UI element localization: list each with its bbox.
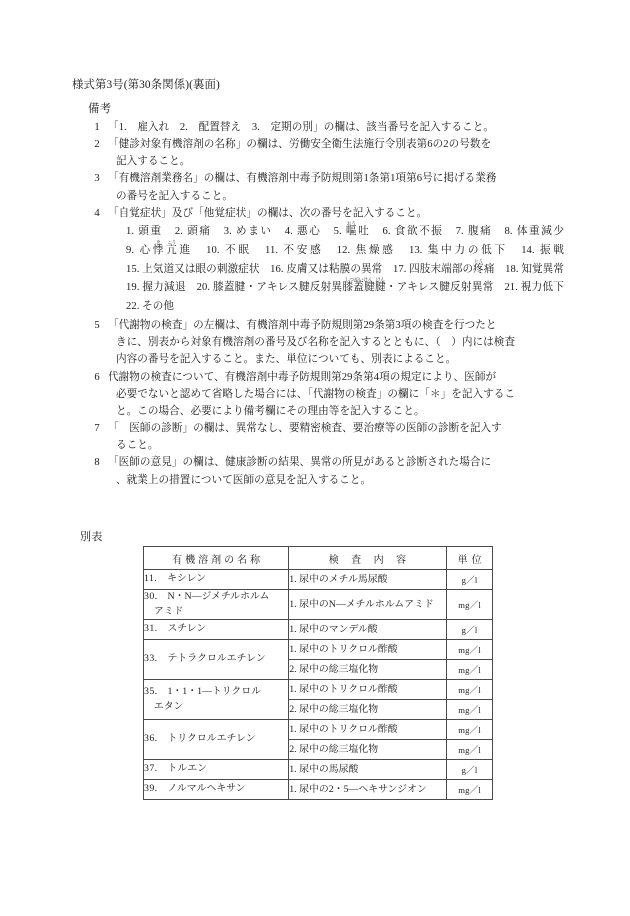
symptom-number: 10. — [206, 244, 220, 256]
unit-cell: mg／l — [447, 700, 493, 720]
symptom-label: 腹痛 — [467, 225, 493, 237]
symptom-item — [505, 264, 564, 275]
symptom-number: 3. — [223, 225, 232, 237]
solvent-name-cell — [144, 620, 289, 640]
symptom-label: 頭重 — [138, 225, 163, 237]
symptom-item — [337, 245, 396, 256]
table-row — [144, 680, 493, 700]
symptom-item — [504, 282, 564, 293]
remark-item — [86, 119, 564, 136]
test-number: 1. — [289, 624, 297, 636]
table-row — [144, 570, 493, 590]
symptom-item — [126, 301, 174, 312]
remark-number: 3 — [94, 173, 100, 185]
symptom-number: 15. — [126, 263, 140, 275]
solvent-name-cell — [144, 590, 289, 620]
test-label: 尿中の総三塩化物 — [299, 704, 379, 716]
remark-item — [86, 136, 564, 170]
test-number: 2. — [289, 744, 297, 756]
symptom-number: 14. — [521, 244, 535, 256]
column-header-solvent-name: 有機溶剤の名称 — [144, 547, 289, 570]
remark-item — [86, 205, 564, 317]
symptom-number: 6. — [382, 225, 391, 237]
symptom-label: 疼とう痛 — [473, 259, 495, 275]
solvent-name-cell — [144, 570, 289, 590]
test-label: 尿中のN―メチルホルムアミド — [299, 598, 434, 610]
solvent-index: 11. — [144, 573, 158, 585]
symptom-label: 嘔おう吐 — [345, 221, 371, 237]
test-number: 1. — [289, 684, 297, 696]
remark-item — [86, 369, 564, 420]
solvent-name-cell — [144, 680, 289, 720]
remark-item — [86, 420, 564, 454]
symptom-item — [333, 221, 371, 237]
symptom-item — [224, 226, 273, 237]
test-content-cell — [289, 640, 447, 660]
symptom-item — [126, 226, 163, 237]
symptom-number: 4. — [284, 225, 293, 237]
test-label: 尿中のトリクロル酢酸 — [299, 724, 398, 736]
test-content-cell — [289, 760, 447, 780]
remark-line: 「有機溶剤業務名」の欄は、有機溶剤中毒予防規則第1条第1項第6号に掲げる業務 — [108, 173, 497, 185]
remark-item — [86, 317, 564, 368]
test-label: 尿中の総三塩化物 — [299, 744, 379, 756]
solvent-name-line: 1・1・1―トリクロル — [167, 686, 262, 698]
remark-text — [108, 420, 564, 454]
test-label: 尿中のメチル馬尿酸 — [299, 573, 388, 585]
remark-line: 代謝物の検査について、有機溶剤中毒予防規則第29条第4項の規定により、医師が — [108, 371, 497, 383]
symptom-list — [108, 222, 564, 317]
symptom-label: 皮膚又は粘膜の異常 — [286, 263, 383, 275]
symptom-item: 17. 四肢末端部の疼とう痛 — [393, 259, 495, 275]
solvent-index: 37. — [144, 763, 158, 775]
symptom-label: 集中力の低下 — [427, 244, 508, 256]
remark-line: と。この場合、必要により備考欄にその理由等を記入すること。 — [115, 405, 425, 417]
solvent-name-line: トルエン — [167, 763, 207, 775]
solvent-name-line: スチレン — [167, 623, 207, 635]
symptom-item — [409, 245, 508, 256]
symptom-label: 膝蓋腱しつがいけん腱けん — [342, 278, 386, 294]
solvent-name-line: トリクロルエチレン — [167, 733, 256, 745]
solvent-index: 31. — [144, 623, 158, 635]
symptom-number: 18. — [505, 263, 519, 275]
remark-line: 「 医師の診断」の欄は、異常なし、要精密検査、要治療等の医師の診断を記入す — [108, 423, 502, 435]
symptom-number: 22. — [126, 301, 140, 313]
solvent-index: 33. — [144, 653, 158, 665]
symptom-label: 知覚異常 — [521, 263, 564, 275]
test-number: 1. — [289, 573, 297, 585]
remark-line: 、就業上の措置について医師の意見を記入すること。 — [115, 474, 372, 486]
table-row — [144, 590, 493, 620]
remark-number: 7 — [94, 423, 100, 435]
symptom-number: 19. — [126, 282, 140, 294]
remarks-list — [86, 119, 564, 489]
remark-line: の番号を記入すること。 — [115, 190, 234, 202]
solvent-name-line: ノルマルヘキサン — [167, 783, 246, 795]
solvent-name-line: アミド — [144, 605, 184, 617]
symptom-item — [505, 226, 564, 237]
unit-cell: mg／l — [447, 680, 493, 700]
symptom-item — [521, 245, 564, 256]
symptom-number: 11. — [265, 244, 279, 256]
symptom-label: 不安感 — [283, 244, 324, 256]
solvent-name-line: キシレン — [167, 573, 206, 585]
column-header-unit: 単位 — [447, 547, 493, 570]
remarks-section-label: 備考 — [88, 103, 112, 115]
symptom-label: 心悸き亢こう進 — [139, 240, 193, 256]
remark-text — [108, 454, 564, 488]
symptom-item — [456, 226, 493, 237]
remark-text — [108, 317, 564, 368]
solvent-name-line: テトラクロルエチレン — [167, 653, 266, 665]
test-number: 1. — [289, 644, 297, 656]
symptom-item — [175, 226, 212, 237]
test-label: 尿中のトリクロル酢酸 — [299, 644, 398, 656]
symptom-label: 悪心 — [297, 225, 322, 237]
solvent-name-line: N・N―ジメチルホルム — [167, 591, 270, 602]
symptom-item: 20. 膝蓋腱・アキレス腱反射異膝蓋腱しつがいけん腱けん・アキレス腱反射異常 — [196, 278, 494, 294]
remark-line: 必要でないと認めて省略した場合には、「代謝物の検査」の欄に「＊」を記入するこ — [115, 388, 516, 400]
symptom-label: 不眠 — [224, 244, 252, 256]
appendix-label: 別表 — [80, 531, 103, 543]
unit-cell: g／l — [447, 570, 493, 590]
test-label: 尿中のトリクロル酢酸 — [299, 684, 398, 696]
symptom-label: 上気道又は眼の刺激症状 — [142, 263, 260, 275]
test-number: 1. — [289, 724, 297, 736]
remark-text — [108, 170, 564, 204]
unit-cell: mg／l — [447, 720, 493, 740]
symptom-number: 2. — [174, 225, 183, 237]
solvent-name-cell — [144, 760, 289, 780]
symptom-number: 17. — [393, 263, 407, 275]
remark-number: 8 — [94, 457, 100, 469]
test-content-cell — [289, 740, 447, 760]
symptom-number: 9. — [126, 244, 135, 256]
unit-cell: mg／l — [447, 660, 493, 680]
test-number: 1. — [289, 784, 297, 796]
solvent-index: 39. — [144, 783, 158, 795]
test-content-cell — [289, 620, 447, 640]
remark-line: 「医師の意見」の欄は、健康診断の結果、異常の所見があると診断された場合に — [108, 457, 492, 469]
unit-cell: mg／l — [447, 740, 493, 760]
symptom-label: 食欲不振 — [394, 225, 444, 237]
solvent-name-cell — [144, 780, 289, 800]
test-label: 尿中の2・5―ヘキサンジオン — [299, 784, 427, 796]
test-label: 尿中の総三塩化物 — [299, 664, 379, 676]
symptom-number: 8. — [504, 225, 513, 237]
remark-number: 1 — [94, 122, 100, 133]
test-content-cell — [289, 660, 447, 680]
symptom-label: 握力減退 — [142, 282, 186, 294]
remark-line: 「自覚症状」及び「他覚症状」の欄は、次の番号を記入すること。 — [108, 207, 428, 219]
symptom-item — [285, 226, 322, 237]
symptom-number: 5. — [333, 225, 342, 237]
remark-text — [108, 369, 564, 420]
symptom-number: 1. — [126, 225, 135, 237]
test-label: 尿中の馬尿酸 — [299, 764, 359, 776]
test-content-cell — [289, 680, 447, 700]
remark-item — [86, 454, 564, 488]
test-content-cell — [289, 780, 447, 800]
test-content-cell — [289, 590, 447, 620]
table-row — [144, 760, 493, 780]
symptom-number: 13. — [408, 244, 423, 256]
symptom-number: 21. — [504, 282, 518, 294]
symptom-label: 頭痛 — [187, 225, 212, 237]
symptom-item — [126, 240, 193, 256]
solvent-index: 36. — [144, 733, 158, 745]
remark-line: 記入すること。 — [115, 156, 191, 168]
remark-item — [86, 170, 564, 204]
test-number: 1. — [289, 598, 297, 610]
symptom-item — [382, 226, 443, 237]
solvent-name-cell — [144, 640, 289, 680]
test-content-cell — [289, 700, 447, 720]
symptom-item — [206, 245, 252, 256]
remark-number: 6 — [94, 371, 100, 383]
symptom-label: 振戦 — [540, 244, 564, 256]
solvent-test-table — [143, 546, 493, 800]
symptom-item — [265, 245, 323, 256]
remark-line: 内容の番号を記入すること。また、単位についても、別表によること。 — [115, 354, 457, 366]
solvent-index: 30. — [144, 591, 158, 602]
symptom-number: 7. — [455, 225, 464, 237]
unit-cell: mg／l — [447, 640, 493, 660]
remark-line: ること。 — [115, 440, 159, 452]
column-header-test-content: 検査内容 — [289, 547, 447, 570]
table-row — [144, 780, 493, 800]
symptom-number: 12. — [336, 244, 351, 256]
unit-cell: g／l — [447, 760, 493, 780]
symptom-label: 焦燥感 — [355, 244, 396, 256]
symptom-number: 16. — [270, 263, 284, 275]
remark-text — [108, 205, 564, 317]
symptom-label: めまい — [236, 225, 273, 237]
remark-number: 2 — [94, 139, 100, 151]
remark-line: きに、別表から対象有機溶剤の番号及び名称を記入するとともに、（ ）内には検査 — [115, 337, 516, 349]
table-row — [144, 720, 493, 740]
symptom-item — [270, 264, 382, 275]
test-content-cell — [289, 720, 447, 740]
remark-text — [108, 136, 564, 170]
solvent-name-cell — [144, 720, 289, 760]
unit-cell: mg／l — [447, 590, 493, 620]
symptom-label: 視力低下 — [520, 282, 564, 294]
symptom-item — [126, 264, 260, 275]
page-title: 様式第3号(第30条関係)(裏面) — [72, 79, 220, 91]
test-number: 1. — [289, 764, 297, 776]
table-header-row — [144, 547, 493, 570]
remark-line: 「1. 雇入れ 2. 配置替え 3. 定期の別」の欄は、該当番号を記入すること。 — [108, 122, 495, 133]
unit-cell: g／l — [447, 620, 493, 640]
remark-line: 「健診対象有機溶剤の名称」の欄は、労働安全衛生法施行令別表第6の2の号数を — [108, 139, 492, 151]
table-row — [144, 620, 493, 640]
symptom-label: その他 — [142, 301, 175, 313]
remark-line: 「代謝物の検査」の左欄は、有機溶剤中毒予防規則第29条第3項の検査を行つたと — [108, 320, 497, 332]
solvent-index: 35. — [144, 686, 158, 698]
table-row — [144, 640, 493, 660]
test-label: 尿中のマンデル酸 — [299, 624, 378, 636]
remark-number: 4 — [94, 207, 100, 219]
remark-number: 5 — [94, 320, 100, 332]
test-content-cell — [289, 570, 447, 590]
symptom-number: 20. — [196, 282, 211, 294]
test-number: 2. — [289, 664, 297, 676]
symptom-item — [126, 282, 186, 293]
test-number: 2. — [289, 704, 297, 716]
symptom-label: 体重減少 — [516, 225, 565, 237]
solvent-name-line: エタン — [144, 700, 184, 712]
unit-cell: mg／l — [447, 780, 493, 800]
remark-text — [108, 119, 564, 136]
